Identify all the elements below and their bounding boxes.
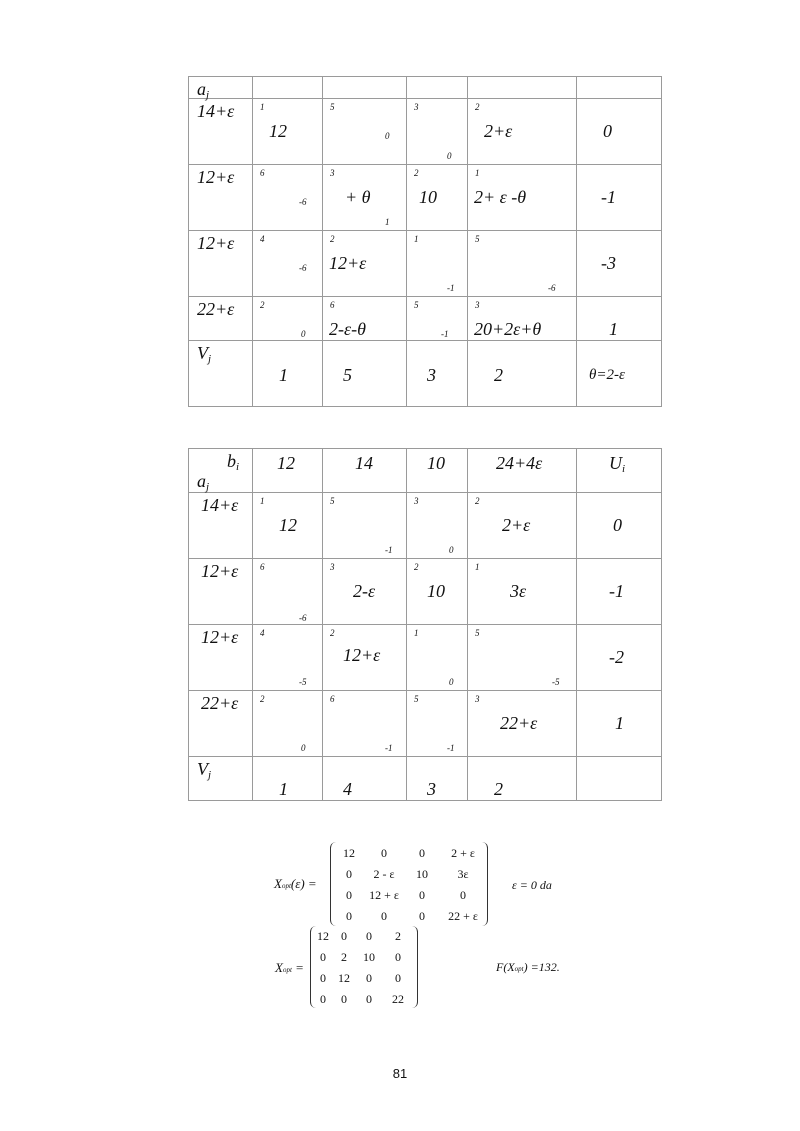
supply-cell: 22+ε: [189, 691, 253, 757]
matrix-cell: 0: [366, 971, 372, 985]
theta-value: θ=2-ε: [577, 341, 662, 407]
cost-cell: 1 -1: [407, 231, 468, 297]
cost-cell: 3 22+ε: [468, 691, 577, 757]
supply-cell: 22+ε: [189, 297, 253, 341]
potential-v: 1: [253, 341, 323, 407]
potential-v-label: $V_j$: [189, 341, 253, 407]
matrix-cell: 0: [346, 867, 352, 881]
cost-cell: 6 -1: [323, 691, 407, 757]
potential-v: 2: [468, 757, 577, 801]
cost-cell: 5 0: [323, 99, 407, 165]
matrix-cell: 2 - ε: [373, 867, 395, 881]
transport-table-2: [188, 448, 662, 801]
matrix-cell: 0: [395, 950, 401, 964]
potential-u: 1: [577, 691, 662, 757]
table-row: [189, 625, 662, 691]
matrix-cell: 0: [320, 971, 326, 985]
potential-v: 3: [407, 341, 468, 407]
demand-cell: 12: [253, 449, 323, 493]
matrix-cell: 0: [366, 929, 372, 943]
cost-cell: 3 + θ 1: [323, 165, 407, 231]
matrix-cell: 0: [366, 992, 372, 1006]
header-bi-aj: $b_i$ $a_j$: [189, 449, 253, 493]
cost-cell: 4 -6: [253, 231, 323, 297]
matrix-cell: 0: [341, 992, 347, 1006]
matrix-cell: 12: [338, 971, 350, 985]
supply-cell: 12+ε: [189, 231, 253, 297]
formula1-matrix-cells: [334, 846, 486, 924]
matrix-cell: 2: [341, 950, 347, 964]
matrix-cell: 3ε: [457, 867, 469, 881]
matrix-cell: 12 + ε: [369, 888, 399, 902]
header-aj: $a_j$: [189, 77, 253, 99]
table-row: [189, 165, 662, 231]
table-row: [189, 691, 662, 757]
matrix-cell: 0: [341, 929, 347, 943]
matrix-cell: 0: [346, 888, 352, 902]
potential-u: -2: [577, 625, 662, 691]
potential-v-label: $V_j$: [189, 757, 253, 801]
cost-cell: 1 0: [407, 625, 468, 691]
formula1-condition: ε = 0 da: [512, 878, 552, 892]
cost-cell: 5 -1: [407, 691, 468, 757]
table-row: [189, 231, 662, 297]
potential-v: 5: [323, 341, 407, 407]
header-ui: $U_i$: [577, 449, 662, 493]
supply-cell: 14+ε: [189, 493, 253, 559]
matrix-cell: 22: [392, 992, 404, 1006]
formula2-lhs: Xopt =: [275, 960, 304, 975]
matrix-cell: 12: [317, 929, 329, 943]
potential-u: -1: [577, 165, 662, 231]
matrix-cell: 12: [343, 846, 355, 860]
cost-cell: 3 0: [407, 493, 468, 559]
matrix-cell: 0: [419, 909, 425, 923]
cost-cell: 6 -6: [253, 165, 323, 231]
matrix-cell: 0: [419, 846, 425, 860]
potential-v: 2: [468, 341, 577, 407]
matrix-cell: 2: [395, 929, 401, 943]
table-row: [189, 99, 662, 165]
cost-cell: 3 2-ε: [323, 559, 407, 625]
cost-cell: 3 20+2ε+θ: [468, 297, 577, 341]
cost-cell: 2 0: [253, 297, 323, 341]
cost-cell: 1 12: [253, 493, 323, 559]
matrix-cell: 0: [346, 909, 352, 923]
potential-u: 1: [577, 297, 662, 341]
formula1-lhs: Xopt(ε) =: [274, 876, 317, 891]
cost-cell: 5 -5: [468, 625, 577, 691]
cost-cell: 2 10: [407, 559, 468, 625]
header-row: [189, 449, 662, 493]
matrix-cell: 0: [395, 971, 401, 985]
cost-cell: 4 -5: [253, 625, 323, 691]
table-row: [189, 559, 662, 625]
cost-cell: 1 12: [253, 99, 323, 165]
matrix-cell: 10: [363, 950, 375, 964]
cost-cell: 2 2+ε: [468, 493, 577, 559]
table-row: [189, 297, 662, 341]
page-number: 81: [392, 1066, 408, 1081]
cost-cell: 2 12+ε: [323, 231, 407, 297]
table-row: [189, 493, 662, 559]
formula2-matrix-cells: [313, 929, 413, 1007]
potential-v: 1: [253, 757, 323, 801]
cost-cell: 1 2+ ε -θ: [468, 165, 577, 231]
cost-cell: 1 3ε: [468, 559, 577, 625]
demand-cell: 10: [407, 449, 468, 493]
cost-cell: 6 -6: [253, 559, 323, 625]
cost-cell: 2 10: [407, 165, 468, 231]
cost-cell: 5 -1: [323, 493, 407, 559]
supply-cell: 12+ε: [189, 625, 253, 691]
supply-cell: 12+ε: [189, 559, 253, 625]
potential-u: -1: [577, 559, 662, 625]
cost-cell: 5 -1: [407, 297, 468, 341]
matrix-cell: 0: [381, 909, 387, 923]
transport-table-1: [188, 76, 662, 407]
potential-u: 0: [577, 99, 662, 165]
matrix-cell: 0: [460, 888, 466, 902]
matrix-cell: 0: [320, 950, 326, 964]
cost-cell: 5 -6: [468, 231, 577, 297]
potential-v: 4: [323, 757, 407, 801]
supply-cell: 12+ε: [189, 165, 253, 231]
supply-cell: 14+ε: [189, 99, 253, 165]
cost-cell: 6 2-ε-θ: [323, 297, 407, 341]
demand-cell: 24+4ε: [468, 449, 577, 493]
potential-v: 3: [407, 757, 468, 801]
matrix-cell: 0: [419, 888, 425, 902]
table-row: [189, 757, 662, 801]
demand-cell: 14: [323, 449, 407, 493]
matrix-cell: 0: [381, 846, 387, 860]
cost-cell: 2 12+ε: [323, 625, 407, 691]
cost-cell: 3 0: [407, 99, 468, 165]
matrix-cell: 0: [320, 992, 326, 1006]
formula2-result: F(Xopt) =132.: [496, 960, 560, 974]
cost-cell: 2 2+ε: [468, 99, 577, 165]
matrix-cell: 22 + ε: [448, 909, 478, 923]
matrix-cell: 10: [416, 867, 428, 881]
potential-u: -3: [577, 231, 662, 297]
table-row: [189, 341, 662, 407]
matrix-cell: 2 + ε: [451, 846, 475, 860]
cost-cell: 2 0: [253, 691, 323, 757]
potential-u: 0: [577, 493, 662, 559]
